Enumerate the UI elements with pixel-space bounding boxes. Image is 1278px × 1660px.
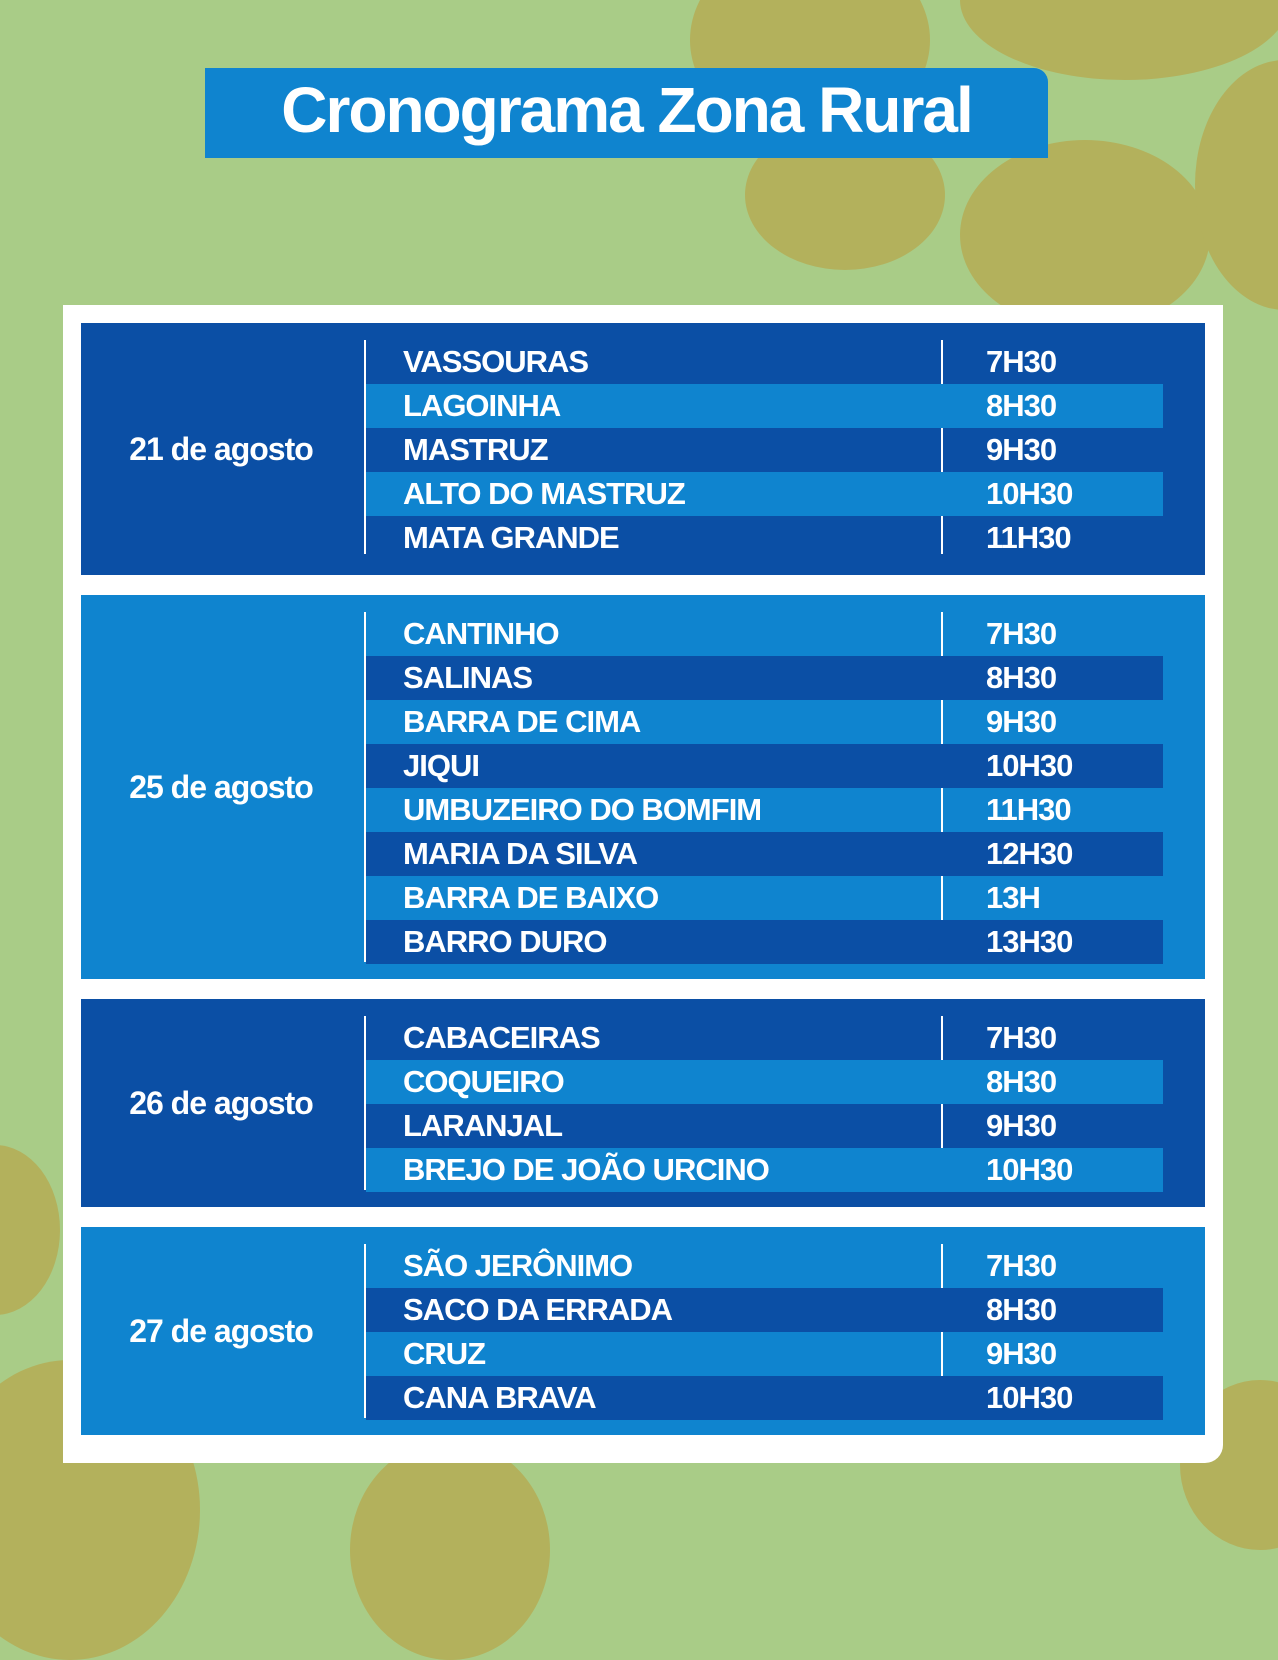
schedule-rows (366, 612, 1163, 964)
place-name: CRUZ (403, 1336, 486, 1371)
time-value: 13H (986, 880, 1040, 915)
place-name: VASSOURAS (403, 344, 589, 379)
schedule-rows (366, 1016, 1163, 1192)
schedule-row (366, 1244, 1163, 1288)
schedule-row (366, 1104, 1163, 1148)
time-value: 10H30 (986, 1152, 1073, 1187)
schedule-row (366, 340, 1163, 384)
date-label: 26 de agosto (129, 1084, 313, 1121)
decorative-blob (1195, 60, 1278, 310)
schedule-rows (366, 340, 1163, 560)
time-value: 12H30 (986, 836, 1073, 871)
schedule-row (366, 1332, 1163, 1376)
time-value: 8H30 (986, 388, 1057, 423)
time-value: 9H30 (986, 704, 1057, 739)
place-name: SÃO JERÔNIMO (403, 1248, 633, 1283)
schedule-row (366, 1060, 1163, 1104)
place-name: MASTRUZ (403, 432, 548, 467)
schedule-row (366, 744, 1163, 788)
time-value: 11H30 (986, 792, 1071, 827)
place-name: CANA BRAVA (403, 1380, 596, 1415)
schedule-block (81, 595, 1205, 979)
schedule-row (366, 876, 1163, 920)
time-value: 9H30 (986, 1336, 1057, 1371)
schedule-row (366, 700, 1163, 744)
schedule-row (366, 612, 1163, 656)
place-name: JIQUI (403, 748, 479, 783)
time-value: 9H30 (986, 432, 1057, 467)
schedule-row (366, 1148, 1163, 1192)
time-value: 8H30 (986, 1292, 1057, 1327)
time-value: 7H30 (986, 616, 1057, 651)
decorative-blob (960, 140, 1210, 330)
time-value: 9H30 (986, 1108, 1057, 1143)
schedule-row (366, 920, 1163, 964)
schedule-block (81, 999, 1205, 1207)
place-name: BARRA DE BAIXO (403, 880, 659, 915)
place-name: BREJO DE JOÃO URCINO (403, 1152, 769, 1187)
time-value: 8H30 (986, 1064, 1057, 1099)
place-name: BARRO DURO (403, 924, 607, 959)
place-name: SACO DA ERRADA (403, 1292, 673, 1327)
decorative-blob (350, 1440, 550, 1660)
time-value: 10H30 (986, 1380, 1073, 1415)
place-name: BARRA DE CIMA (403, 704, 641, 739)
place-name: LARANJAL (403, 1108, 563, 1143)
place-name: ALTO DO MASTRUZ (403, 476, 685, 511)
place-name: UMBUZEIRO DO BOMFIM (403, 792, 762, 827)
schedule-row (366, 788, 1163, 832)
time-value: 11H30 (986, 520, 1071, 555)
title-banner (205, 68, 1048, 158)
schedule-row (366, 832, 1163, 876)
time-value: 13H30 (986, 924, 1073, 959)
place-name: CABACEIRAS (403, 1020, 600, 1055)
schedule-row (366, 1016, 1163, 1060)
date-label: 21 de agosto (129, 430, 313, 467)
time-value: 7H30 (986, 1020, 1057, 1055)
schedule-block (81, 323, 1205, 575)
decorative-blob (0, 1145, 60, 1315)
schedule-row (366, 1288, 1163, 1332)
place-name: COQUEIRO (403, 1064, 564, 1099)
schedule-row (366, 656, 1163, 700)
time-value: 10H30 (986, 748, 1073, 783)
date-label: 27 de agosto (129, 1312, 313, 1349)
time-value: 7H30 (986, 344, 1057, 379)
place-name: LAGOINHA (403, 388, 561, 423)
time-value: 8H30 (986, 660, 1057, 695)
schedule-rows (366, 1244, 1163, 1420)
schedule-row (366, 472, 1163, 516)
place-name: MATA GRANDE (403, 520, 619, 555)
place-name: CANTINHO (403, 616, 559, 651)
schedule-row (366, 516, 1163, 560)
place-name: MARIA DA SILVA (403, 836, 637, 871)
page-title: Cronograma Zona Rural (281, 74, 972, 146)
schedule-panel (63, 305, 1223, 1463)
time-value: 7H30 (986, 1248, 1057, 1283)
schedule-row (366, 1376, 1163, 1420)
date-label: 25 de agosto (129, 768, 313, 805)
schedule-block (81, 1227, 1205, 1435)
schedule-row (366, 384, 1163, 428)
place-name: SALINAS (403, 660, 533, 695)
schedule-row (366, 428, 1163, 472)
time-value: 10H30 (986, 476, 1073, 511)
